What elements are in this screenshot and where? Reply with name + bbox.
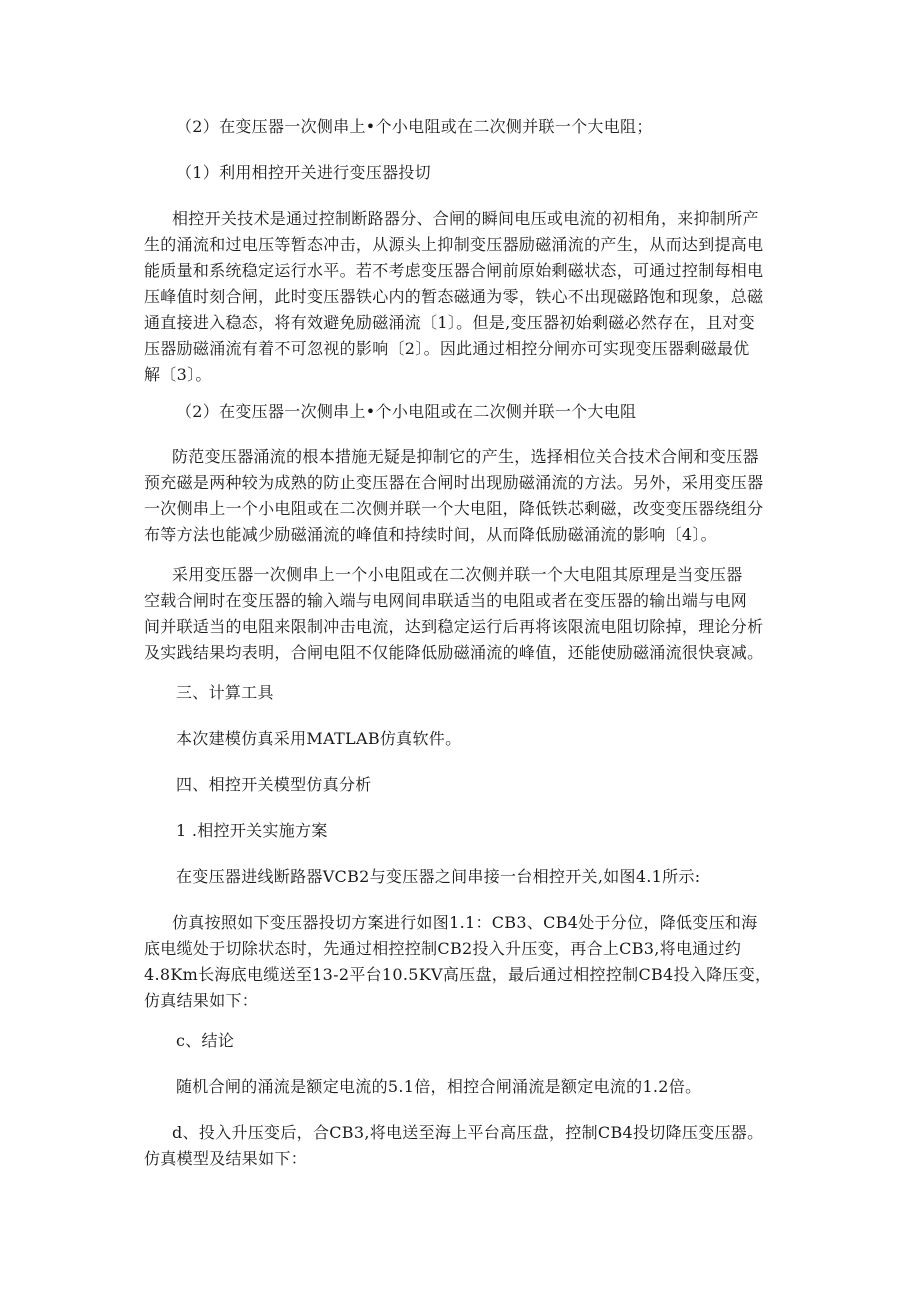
text-line: （2）在变压器一次侧串上•个小电阻或在二次侧并联一个大电阻； <box>176 117 653 136</box>
text-line: （1）利用相控开关进行变压器投切 <box>176 163 431 182</box>
text-line: 底电缆处于切除状态时，先通过相控控制CB2投入升压变，再合上CB3,将电通过约 <box>144 939 742 958</box>
paragraph-simulation-scheme <box>144 910 792 1014</box>
text-line: 布等方法也能减少励磁涌流的峰值和持续时间，从而降低励磁涌流的影响〔4〕。 <box>144 525 717 544</box>
text-line: 四、相控开关模型仿真分析 <box>176 775 372 794</box>
section-heading-tools <box>176 680 796 706</box>
paragraph-step-d <box>144 1120 792 1172</box>
paragraph-inrush-prevention <box>144 444 792 548</box>
text-line: 本次建模仿真采用MATLAB仿真软件。 <box>176 729 462 748</box>
text-line: 一次侧串上一个小电阻或在二次侧并联一个大电阻，降低铁芯剩磁，改变变压器绕组分 <box>144 499 764 518</box>
paragraph-switch-placement <box>176 864 796 890</box>
paragraph-phase-control-technique <box>144 206 792 388</box>
item-resistor-method-1 <box>176 114 796 140</box>
text-line: 解〔3〕。 <box>144 365 212 384</box>
paragraph-conclusion-result <box>176 1074 796 1100</box>
section-heading-simulation <box>176 772 796 798</box>
text-line: 通直接进入稳态，将有效避免励磁涌流〔1〕。但是,变压器初始剩磁必然存在，且对变 <box>144 313 755 332</box>
item-phase-control-switch <box>176 160 796 186</box>
text-line: 三、计算工具 <box>176 683 274 702</box>
text-line: 相控开关技术是通过控制断路器分、合闸的瞬间电压或电流的初相角，来抑制所产 <box>172 209 759 228</box>
text-line: 采用变压器一次侧串上一个小电阻或在二次侧并联一个大电阻其原理是当变压器 <box>172 565 743 584</box>
paragraph-matlab <box>176 726 796 752</box>
text-line: 能质量和系统稳定运行水平。若不考虑变压器合闸前原始剩磁状态，可通过控制每相电 <box>144 261 764 280</box>
text-line: 预充磁是两种较为成熟的防止变压器在合闸时出现励磁涌流的方法。另外，采用变压器 <box>144 473 764 492</box>
text-line: 仿真按照如下变压器投切方案进行如图1.1：CB3、CB4处于分位，降低变压和海 <box>172 913 758 932</box>
text-line: （2）在变压器一次侧串上•个小电阻或在二次侧并联一个大电阻 <box>176 402 637 421</box>
text-line: 防范变压器涌流的根本措施无疑是抑制它的产生，选择相位关合技术合闸和变压器 <box>172 447 759 466</box>
text-line: 压峰值时刻合闸，此时变压器铁心内的暂态磁通为零，铁心不出现磁路饱和现象，总磁 <box>144 287 764 306</box>
text-line: 压器励磁涌流有着不可忽视的影响〔2〕。因此通过相控分闸亦可实现变压器剩磁最优 <box>144 339 750 358</box>
text-line: 在变压器进线断路器VCB2与变压器之间串接一台相控开关,如图4.1所示: <box>176 867 701 886</box>
text-line: 仿真模型及结果如下： <box>144 1149 308 1168</box>
paragraph-resistor-principle <box>144 562 792 666</box>
text-line: c、结论 <box>176 1031 235 1050</box>
text-line: 生的涌流和过电压等暂态冲击，从源头上抑制变压器励磁涌流的产生，从而达到提高电 <box>144 235 764 254</box>
text-line: 4.8Km长海底电缆送至13-2平台10.5KV高压盘，最后通过相控控制CB4投入降压变， <box>144 965 772 984</box>
text-line: 及实践结果均表明，合闸电阻不仅能降低励磁涌流的峰值，还能使励磁涌流很快衰减。 <box>144 643 764 662</box>
text-line: 仿真结果如下： <box>144 991 259 1010</box>
text-line: 间并联适当的电阻来限制冲击电流，达到稳定运行后再将该限流电阻切除掉，理论分析 <box>144 617 764 636</box>
item-resistor-method-2 <box>176 399 796 425</box>
text-line: 随机合闸的涌流是额定电流的5.1倍，相控合闸涌流是额定电流的1.2倍。 <box>176 1077 702 1096</box>
subheading-implementation <box>176 818 796 844</box>
text-line: d、投入升压变后，合CB3,将电送至海上平台高压盘，控制CB4投切降压变压器。 <box>172 1123 764 1142</box>
text-line: 1 .相控开关实施方案 <box>176 821 328 840</box>
text-line: 空载合闸时在变压器的输入端与电网间串联适当的电阻或者在变压器的输出端与电网 <box>144 591 748 610</box>
subheading-conclusion <box>176 1028 796 1054</box>
